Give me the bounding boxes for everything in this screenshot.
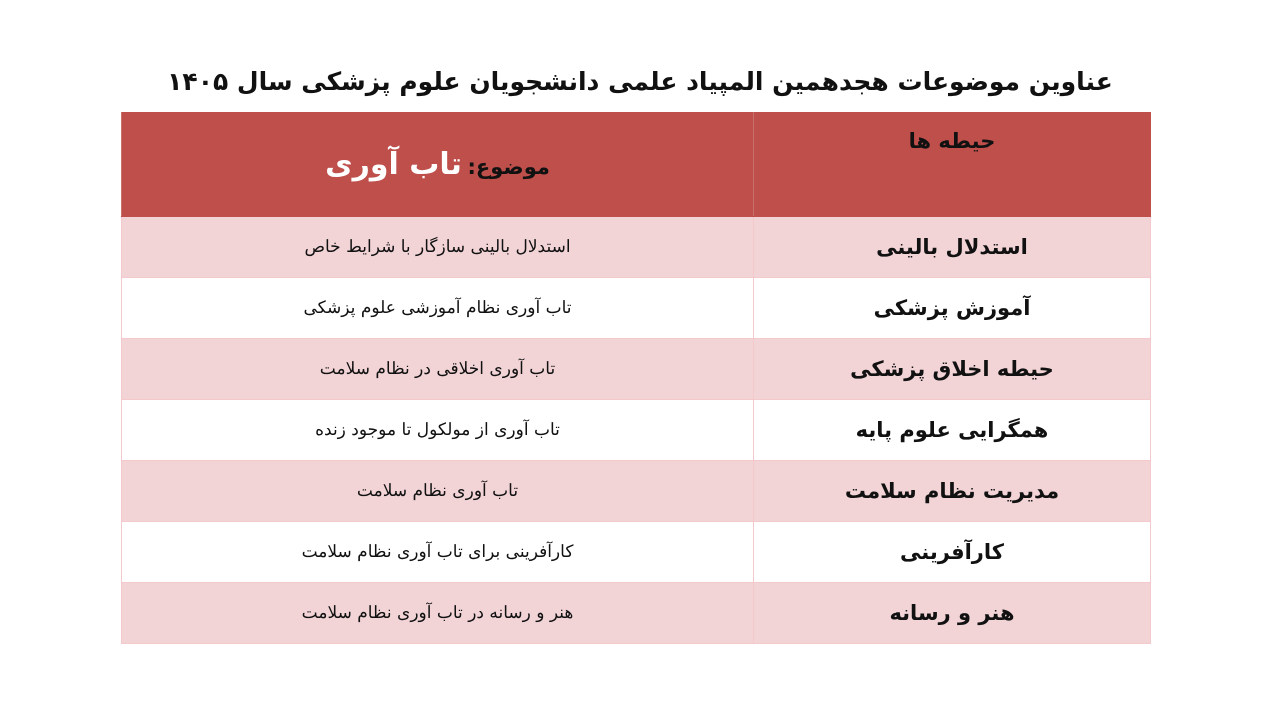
topic-cell: کارآفرینی برای تاب آوری نظام سلامت bbox=[122, 522, 754, 583]
field-cell: مدیریت نظام سلامت bbox=[754, 461, 1151, 522]
topic-column-header bbox=[122, 113, 754, 217]
field-cell: آموزش پزشکی bbox=[754, 278, 1151, 339]
topic-cell: تاب آوری نظام سلامت bbox=[122, 461, 754, 522]
table-row bbox=[122, 461, 1151, 522]
topic-cell: استدلال بالینی سازگار با شرایط خاص bbox=[122, 217, 754, 278]
field-cell: همگرایی علوم پایه bbox=[754, 400, 1151, 461]
topic-cell: هنر و رسانه در تاب آوری نظام سلامت bbox=[122, 583, 754, 644]
table-row bbox=[122, 583, 1151, 644]
field-cell: کارآفرینی bbox=[754, 522, 1151, 583]
table-row bbox=[122, 217, 1151, 278]
field-cell: حیطه اخلاق پزشکی bbox=[754, 339, 1151, 400]
topics-table bbox=[121, 112, 1151, 644]
topic-cell: تاب آوری از مولکول تا موجود زنده bbox=[122, 400, 754, 461]
field-column-header: حیطه ها bbox=[754, 113, 1151, 217]
topic-cell: تاب آوری نظام آموزشی علوم پزشکی bbox=[122, 278, 754, 339]
document-title: عناوین موضوعات هجدهمین المپیاد علمی دانشجویان علوم پزشکی سال ۱۴۰۵ bbox=[167, 67, 1113, 96]
table-row bbox=[122, 339, 1151, 400]
table-row bbox=[122, 522, 1151, 583]
table-row bbox=[122, 400, 1151, 461]
table-header-row bbox=[122, 113, 1151, 217]
field-cell: هنر و رسانه bbox=[754, 583, 1151, 644]
topic-cell: تاب آوری اخلاقی در نظام سلامت bbox=[122, 339, 754, 400]
topic-header-label: موضوع: bbox=[467, 155, 550, 179]
topic-header-value: تاب آوری bbox=[325, 147, 462, 182]
field-cell: استدلال بالینی bbox=[754, 217, 1151, 278]
table-row bbox=[122, 278, 1151, 339]
